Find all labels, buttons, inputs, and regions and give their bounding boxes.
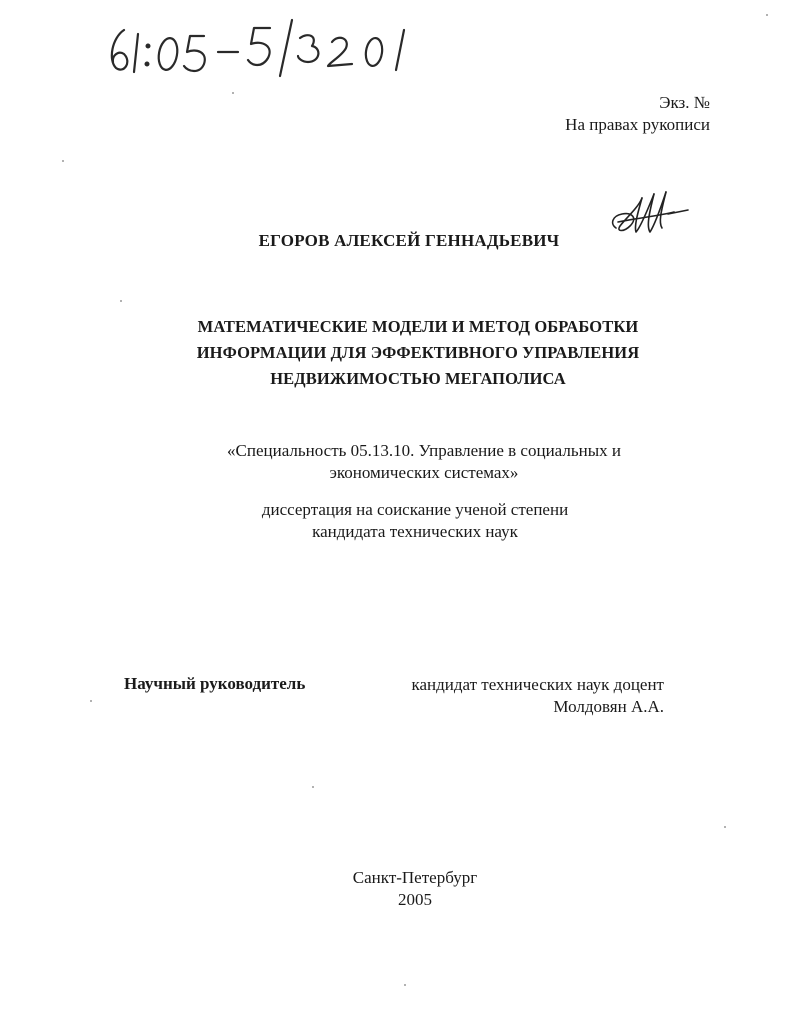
title-line: НЕДВИЖИМОСТЬЮ МЕГАПОЛИСА	[270, 369, 566, 388]
author-text: ЕГОРОВ АЛЕКСЕЙ ГЕННАДЬЕВИЧ	[258, 231, 560, 250]
scan-speck	[312, 786, 314, 788]
scan-speck	[90, 700, 92, 702]
dissertation-title	[0, 314, 796, 392]
title-line: ИНФОРМАЦИИ ДЛЯ ЭФФЕКТИВНОГО УПРАВЛЕНИЯ	[196, 343, 640, 362]
scan-speck	[404, 984, 406, 986]
handwritten-archive-number	[104, 16, 434, 78]
degree-line: диссертация на соискание ученой степени	[261, 500, 569, 519]
degree-block	[0, 499, 796, 543]
degree-line: кандидата технических наук	[312, 522, 518, 541]
scan-speck	[724, 826, 726, 828]
scan-speck	[62, 160, 64, 162]
scan-speck	[120, 300, 122, 302]
city: Санкт-Петербург	[352, 868, 478, 887]
title-line: МАТЕМАТИЧЕСКИЕ МОДЕЛИ И МЕТОД ОБРАБОТКИ	[197, 317, 639, 336]
supervisor-name: Молдовян А.А.	[553, 697, 664, 716]
year: 2005	[398, 890, 432, 909]
specialty-block	[0, 440, 796, 484]
footer-block	[0, 867, 796, 911]
specialty-line: «Специальность 05.13.10. Управление в социальных и	[227, 441, 621, 460]
specialty-line: экономических системах»	[329, 463, 519, 482]
scan-speck	[766, 14, 768, 16]
rights-label: На правах рукописи	[565, 115, 710, 134]
scan-speck	[232, 92, 234, 94]
author-name	[0, 231, 796, 251]
supervisor-degree: кандидат технических наук доцент	[411, 675, 664, 694]
supervisor-label: Научный руководитель	[124, 674, 306, 693]
supervisor-info	[411, 674, 664, 718]
copy-number-label: Экз. №	[659, 93, 710, 112]
rights-block	[565, 92, 710, 136]
